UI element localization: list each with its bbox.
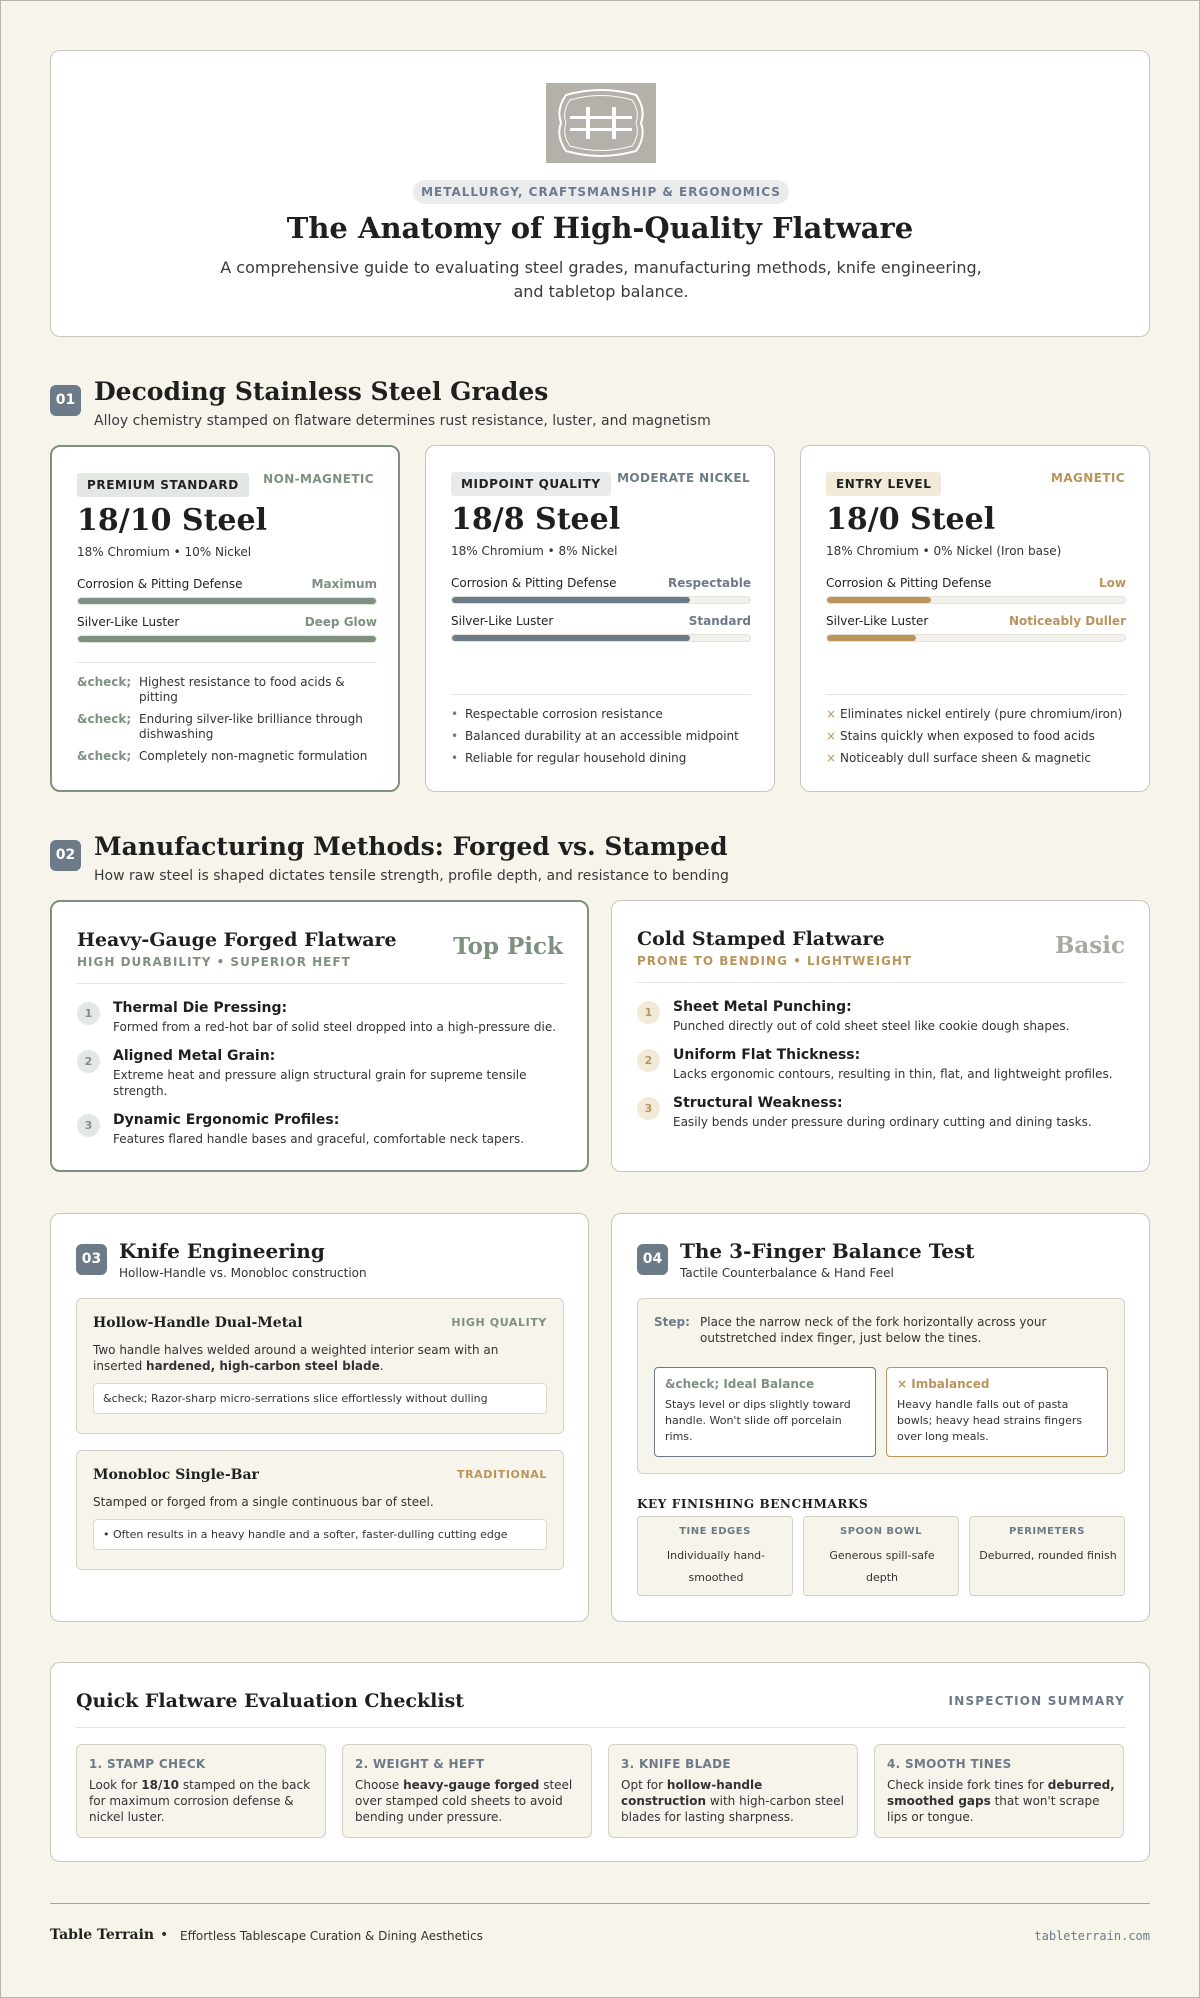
divider (637, 982, 1125, 983)
meter-label: Corrosion & Pitting Defense (77, 577, 243, 591)
divider (451, 694, 751, 695)
list-item-text: Balanced durability at an accessible midpoint (465, 729, 739, 743)
section-number: 01 (50, 385, 81, 416)
steel-tag: ENTRY LEVEL (826, 472, 941, 496)
method-title: Heavy-Gauge Forged Flatware (77, 929, 397, 951)
desc-text: steel over stamped cold sheets to avoid bending under pressure. (355, 1778, 573, 1824)
panel-desc (93, 1342, 543, 1374)
steel-badge: NON-MAGNETIC (263, 472, 374, 486)
step-number: 1 (637, 1001, 660, 1024)
luster-meter (451, 614, 751, 628)
eyebrow-badge: METALLURGY, CRAFTSMANSHIP & ERGONOMICS (413, 180, 789, 204)
imbalanced-desc: Heavy handle falls out of pasta bowls; heavy head strains fingers over long meals. (897, 1398, 1083, 1443)
panel-tag: TRADITIONAL (457, 1468, 547, 1481)
basic-label: Basic (1054, 932, 1125, 959)
list-item (826, 751, 1126, 766)
feature-list (826, 707, 1126, 773)
checklist-item (874, 1744, 1124, 1838)
benchmark-value: Generous spill-safe depth (829, 1549, 935, 1584)
list-item (77, 712, 377, 742)
section-subtitle: How raw steel is shaped dictates tensile strength, profile depth, and resistance to bending (94, 868, 729, 884)
step-desc: Extreme heat and pressure align structural grain for supreme tensile strength. (113, 1068, 527, 1098)
meter-value: Respectable (667, 576, 751, 590)
steel-card-18-10 (50, 445, 400, 792)
list-item-text: Reliable for regular household dining (465, 751, 687, 765)
panel-desc: Stamped or forged from a single continuous bar of steel. (93, 1495, 434, 1509)
step-title: Dynamic Ergonomic Profiles: (113, 1112, 340, 1128)
steel-name: 18/8 Steel (451, 502, 621, 537)
meter-track (826, 634, 1126, 642)
footer-separator: • (160, 1927, 169, 1943)
bullet-dot: • (451, 707, 459, 721)
list-item (826, 729, 1126, 744)
benchmark-value: Individually hand-smoothed (666, 1549, 766, 1584)
checklist-head: 4. SMOOTH TINES (887, 1757, 1012, 1771)
section-title: Manufacturing Methods: Forged vs. Stamped (94, 832, 728, 861)
checklist-title: Quick Flatware Evaluation Checklist (76, 1690, 465, 1712)
panel-note: • Often results in a heavy handle and a softer, faster-dulling cutting edge (93, 1519, 547, 1550)
checklist-head: 3. KNIFE BLADE (621, 1757, 731, 1771)
ideal-balance-box (654, 1367, 876, 1457)
corrosion-meter (826, 576, 1126, 590)
desc-text: Two handle halves welded around a weighted interior seam with an inserted (93, 1343, 499, 1373)
balance-test-card (611, 1213, 1150, 1622)
checklist-head: 2. WEIGHT & HEFT (355, 1757, 485, 1771)
hollow-handle-panel (76, 1298, 564, 1434)
desc-text: stamped on the back for maximum corrosion defense & nickel luster. (89, 1778, 311, 1824)
desc-bold: hardened, high-carbon steel blade (146, 1359, 380, 1373)
method-kicker: PRONE TO BENDING • LIGHTWEIGHT (637, 954, 913, 968)
desc-text: Look for (89, 1778, 142, 1792)
desc-bold: 18/10 (141, 1778, 180, 1792)
ideal-desc: Stays level or dips slightly toward handle. Won't slide off porcelain rims. (665, 1398, 851, 1443)
steel-composition: 18% Chromium • 10% Nickel (77, 545, 252, 559)
section-title: The 3-Finger Balance Test (680, 1239, 975, 1263)
meter-track (451, 634, 751, 642)
luster-meter (77, 615, 377, 629)
meter-track (451, 596, 751, 604)
desc-text: Check inside fork tines for (887, 1778, 1048, 1792)
balance-step-panel (637, 1298, 1125, 1474)
hero-card (50, 50, 1150, 337)
stamped-card (611, 900, 1150, 1172)
desc-text: that won't scrape lips or tongue. (887, 1794, 1100, 1824)
cross-mark: × (826, 729, 837, 743)
meter-value: Noticeably Duller (1009, 614, 1126, 628)
list-item-text: Noticeably dull surface sheen & magnetic (840, 751, 1091, 765)
step-title: Structural Weakness: (673, 1095, 843, 1111)
benchmark-head: SPOON BOWL (840, 1526, 922, 1537)
meter-value: Deep Glow (304, 615, 377, 629)
step-desc: Lacks ergonomic contours, resulting in thin, flat, and lightweight profiles. (673, 1067, 1113, 1081)
checklist-head: 1. STAMP CHECK (89, 1757, 206, 1771)
imbalanced-box (886, 1367, 1108, 1457)
knife-engineering-card (50, 1213, 589, 1622)
divider (77, 662, 377, 663)
divider (76, 1727, 1126, 1728)
footer-tagline: Effortless Tablescape Curation & Dining Aesthetics (180, 1929, 483, 1943)
meter-fill (78, 598, 376, 604)
list-item (451, 751, 751, 766)
step-number: 3 (637, 1097, 660, 1120)
list-item (451, 707, 751, 722)
step-title: Thermal Die Pressing: (113, 1000, 288, 1016)
method-kicker: HIGH DURABILITY • SUPERIOR HEFT (77, 955, 351, 969)
imbalanced-title: × Imbalanced (897, 1377, 990, 1391)
list-item-text: Enduring silver-like brilliance through dishwashing (139, 712, 363, 741)
meter-label: Silver-Like Luster (826, 614, 929, 628)
desc-bold: deburred, smoothed gaps (887, 1778, 1115, 1808)
footer-url-link[interactable]: tableterrain.com (1034, 1929, 1150, 1943)
check-mark: &check; (77, 675, 132, 689)
desc-text: with high-carbon steel blades for lasting sharpness. (621, 1794, 844, 1824)
top-pick-label: Top Pick (453, 933, 563, 960)
list-item-text: Respectable corrosion resistance (465, 707, 663, 721)
panel-title: Monobloc Single-Bar (93, 1467, 259, 1483)
benchmarks-heading: KEY FINISHING BENCHMARKS (637, 1497, 869, 1511)
desc-text: . (379, 1359, 384, 1373)
cross-mark: × (826, 751, 837, 765)
meter-fill (78, 636, 376, 642)
divider (77, 983, 565, 984)
check-mark: &check; (77, 712, 132, 726)
checklist-desc (89, 1777, 317, 1825)
list-item (826, 707, 1126, 722)
section-subtitle: Tactile Counterbalance & Hand Feel (680, 1266, 894, 1280)
list-item (451, 729, 751, 744)
desc-text: Opt for (621, 1778, 667, 1792)
benchmark-value: Deburred, rounded finish (979, 1549, 1117, 1562)
corrosion-meter (77, 577, 377, 591)
meter-fill (827, 597, 931, 603)
divider (826, 694, 1126, 695)
checklist-item (342, 1744, 592, 1838)
list-item-text: Eliminates nickel entirely (pure chromium/iron) (840, 707, 1123, 721)
section-number: 03 (76, 1244, 107, 1275)
meter-track (826, 596, 1126, 604)
steel-name: 18/0 Steel (826, 502, 996, 537)
step-title: Aligned Metal Grain: (113, 1048, 276, 1064)
list-item (77, 749, 377, 764)
step-number: 2 (637, 1049, 660, 1072)
benchmark-perimeters (969, 1516, 1125, 1596)
step-title: Sheet Metal Punching: (673, 999, 852, 1015)
footer-divider (50, 1903, 1150, 1904)
step-label: Step: (654, 1315, 690, 1329)
benchmark-head: TINE EDGES (679, 1526, 751, 1537)
section-subtitle: Alloy chemistry stamped on flatware determines rust resistance, luster, and magnetism (94, 413, 711, 429)
benchmark-head: PERIMETERS (1009, 1526, 1085, 1537)
section-subtitle: Hollow-Handle vs. Monobloc construction (119, 1266, 367, 1280)
section-title: Knife Engineering (119, 1239, 325, 1263)
meter-fill (827, 635, 916, 641)
panel-note: &check; Razor-sharp micro-serrations slice effortlessly without dulling (93, 1383, 547, 1414)
meter-fill (452, 597, 690, 603)
ideal-title: &check; Ideal Balance (665, 1377, 815, 1391)
meter-label: Corrosion & Pitting Defense (826, 576, 992, 590)
meter-value: Standard (688, 614, 751, 628)
evaluation-checklist-card (50, 1662, 1150, 1862)
step-title: Uniform Flat Thickness: (673, 1047, 861, 1063)
method-title: Cold Stamped Flatware (637, 928, 885, 950)
step-desc: Features flared handle bases and graceful, comfortable neck tapers. (113, 1132, 525, 1146)
steel-badge: MAGNETIC (1051, 471, 1125, 485)
steel-composition: 18% Chromium • 0% Nickel (Iron base) (826, 544, 1062, 558)
feature-list (77, 675, 377, 771)
section-title: Decoding Stainless Steel Grades (94, 377, 549, 406)
meter-track (77, 635, 377, 643)
step-text: Place the narrow neck of the fork horizontally across your outstretched index finger, just below the tines. (700, 1315, 1047, 1345)
checklist-item (76, 1744, 326, 1838)
checklist-desc (355, 1777, 583, 1825)
list-item-text: Stains quickly when exposed to food acids (840, 729, 1095, 743)
step-number: 2 (77, 1050, 100, 1073)
page-subtitle: A comprehensive guide to evaluating steel grades, manufacturing methods, knife engineering, and tabletop balance. (220, 258, 982, 301)
desc-bold: hollow-handle construction (621, 1778, 763, 1808)
panel-tag: HIGH QUALITY (451, 1316, 547, 1329)
benchmark-tine-edges (637, 1516, 793, 1596)
meter-value: Low (1099, 576, 1126, 590)
step-number: 1 (77, 1002, 100, 1025)
check-mark: &check; (77, 749, 132, 763)
step-desc: Formed from a red-hot bar of solid steel dropped into a high-pressure die. (113, 1020, 557, 1034)
luster-meter (826, 614, 1126, 628)
page-title: The Anatomy of High-Quality Flatware (286, 211, 914, 245)
meter-track (77, 597, 377, 605)
list-item (77, 675, 377, 705)
bullet-dot: • (451, 729, 459, 743)
steel-card-18-8 (425, 445, 775, 792)
corrosion-meter (451, 576, 751, 590)
steel-card-18-0 (800, 445, 1150, 792)
forged-card (50, 900, 589, 1172)
steel-name: 18/10 Steel (77, 503, 267, 538)
monobloc-panel (76, 1450, 564, 1570)
list-item-text: Highest resistance to food acids & pitting (139, 675, 345, 704)
bullet-dot: • (451, 751, 459, 765)
meter-label: Silver-Like Luster (77, 615, 180, 629)
section-number: 02 (50, 840, 81, 871)
desc-bold: heavy-gauge forged (403, 1778, 540, 1792)
meter-label: Corrosion & Pitting Defense (451, 576, 617, 590)
cross-mark: × (826, 707, 837, 721)
step-number: 3 (77, 1114, 100, 1137)
steel-composition: 18% Chromium • 8% Nickel (451, 544, 618, 558)
checklist-desc (887, 1777, 1115, 1825)
meter-fill (452, 635, 690, 641)
panel-title: Hollow-Handle Dual-Metal (93, 1315, 303, 1331)
flatware-crest-icon (546, 83, 656, 163)
meter-label: Silver-Like Luster (451, 614, 554, 628)
feature-list (451, 707, 751, 773)
list-item-text: Completely non-magnetic formulation (139, 749, 368, 763)
desc-text: Choose (355, 1778, 404, 1792)
step-desc: Easily bends under pressure during ordinary cutting and dining tasks. (673, 1115, 1092, 1129)
section-number: 04 (637, 1244, 668, 1275)
steel-badge: MODERATE NICKEL (617, 471, 750, 485)
benchmark-spoon-bowl (803, 1516, 959, 1596)
step-desc: Punched directly out of cold sheet steel like cookie dough shapes. (673, 1019, 1070, 1033)
steel-tag: PREMIUM STANDARD (77, 473, 249, 497)
checklist-item (608, 1744, 858, 1838)
inspection-summary-label: INSPECTION SUMMARY (948, 1694, 1125, 1708)
meter-value: Maximum (311, 577, 377, 591)
footer-brand: Table Terrain (50, 1927, 155, 1943)
steel-tag: MIDPOINT QUALITY (451, 472, 611, 496)
checklist-desc (621, 1777, 849, 1825)
